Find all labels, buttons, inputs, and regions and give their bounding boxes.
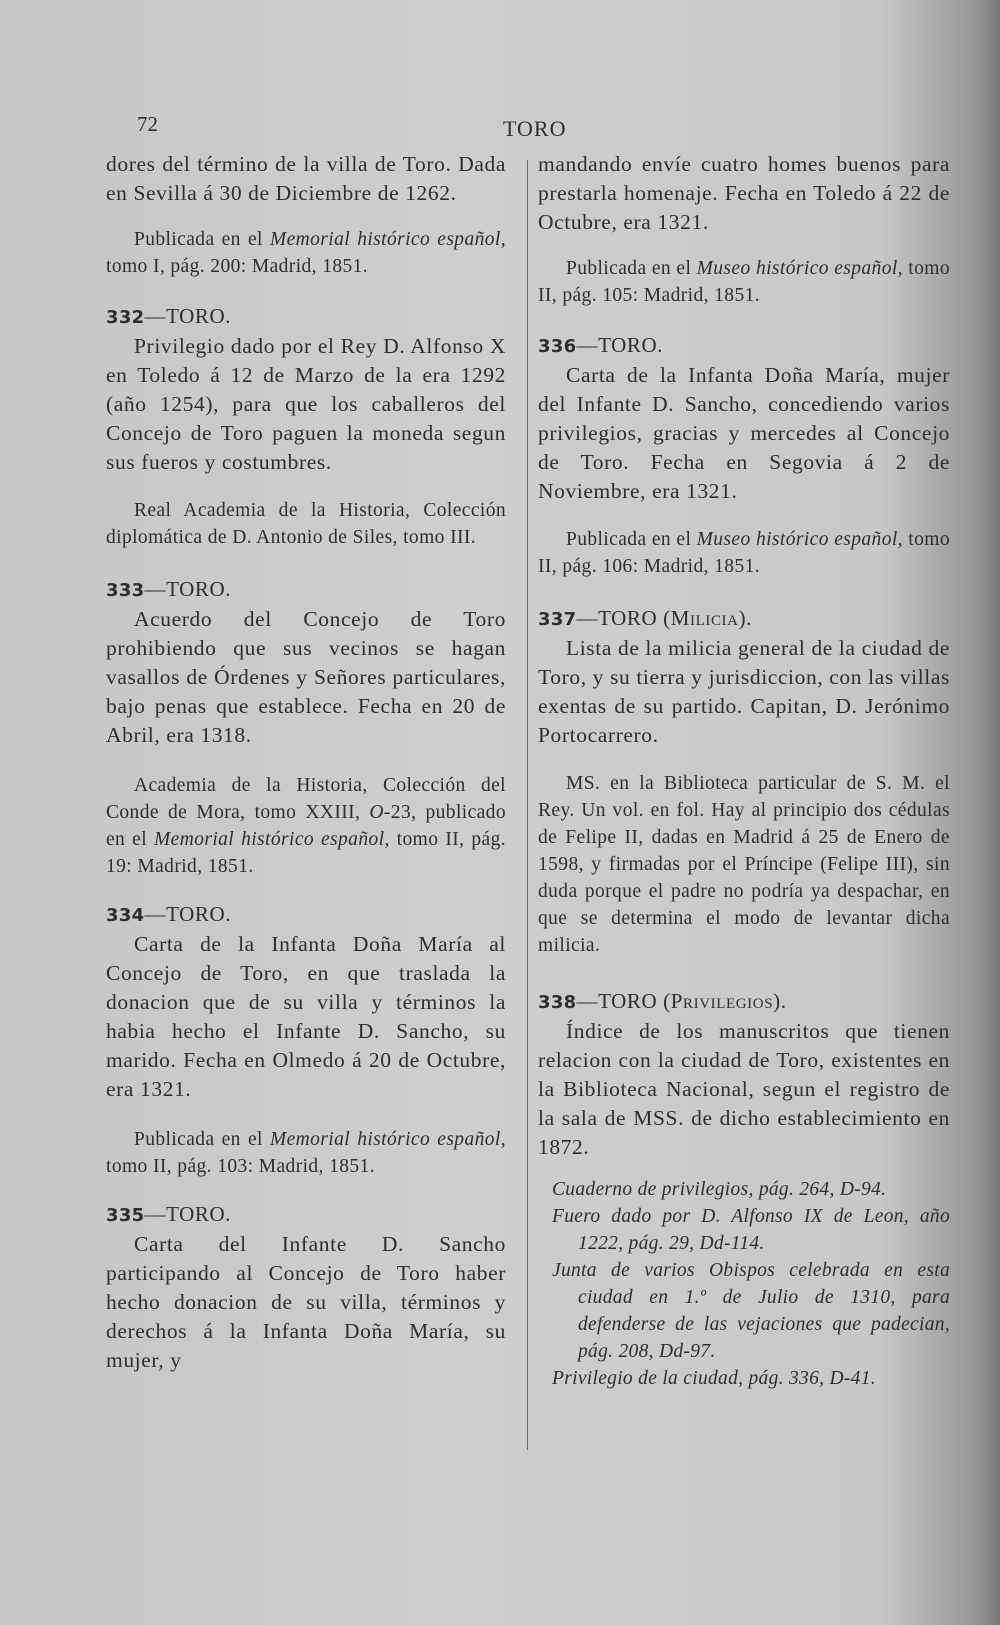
entry-335 (106, 1200, 506, 1375)
entry-number: 333 (106, 580, 145, 601)
source-note: Publicada en el Museo histórico español, tomo II, pág. 106: Madrid, 1851. (538, 529, 950, 577)
entry-heading: —TORO. (144, 1202, 232, 1226)
entry-number: 336 (538, 336, 577, 357)
entry-heading: —TORO. (576, 333, 664, 357)
entry-336 (538, 331, 950, 580)
entry-334 (106, 900, 506, 1180)
entry-number: 334 (106, 905, 145, 926)
continued-paragraph: mandando envíe cuatro homes buenos para prestarla homenaje. Fecha en Toledo á 22 de Octubre, era 1321. (538, 152, 950, 234)
entry-heading: —TORO. (144, 577, 232, 601)
entry-heading: —TORO. (144, 304, 232, 328)
source-note: Academia de la Historia, Colección del Conde de Mora, tomo XXIII, O-23, publicado en el Memorial histórico español, tomo II, pág. 19: Madrid, 1851. (106, 775, 507, 877)
manuscript-list (538, 1176, 950, 1392)
list-item: Cuaderno de privilegios, pág. 264, D-94. (552, 1179, 887, 1200)
source-note: Publicada en el Museo histórico español, tomo II, pág. 105: Madrid, 1851. (538, 258, 950, 306)
entry-number: 332 (106, 307, 145, 328)
entry-number: 338 (538, 992, 577, 1013)
entry-text: Privilegio dado por el Rey D. Alfonso X en Toledo á 12 de Marzo de la era 1292 (año 1254), para que los caballeros del Concejo de Toro paguen la moneda segun sus fueros y costumbres. (106, 334, 506, 474)
continued-paragraph: dores del término de la villa de Toro. Dada en Sevilla á 30 de Diciembre de 1262. (106, 152, 506, 205)
right-column (538, 150, 950, 1392)
entry-number: 335 (106, 1205, 145, 1226)
source-note: Publicada en el Memorial histórico español, tomo II, pág. 103: Madrid, 1851. (106, 1129, 507, 1177)
entry-heading: —TORO. (144, 902, 232, 926)
entry-text: Carta de la Infanta Doña María al Concejo de Toro, en que traslada la donacion que de su villa y términos la habia hecho el Infante D. Sancho, su marido. Fecha en Olmedo á 20 de Octubre, era 1321. (106, 932, 506, 1101)
entry-heading: —TORO (Milicia). (576, 606, 753, 630)
entry-heading: —TORO (Privilegios). (576, 989, 787, 1013)
page-number: 72 (137, 112, 158, 136)
list-item: Junta de varios Obispos celebrada en esta ciudad en 1.º de Julio de 1310, para defenderse de las vejaciones que padecian, pág. 208, Dd-97. (552, 1260, 950, 1362)
entry-337 (538, 604, 950, 959)
column-divider (527, 160, 528, 1450)
source-note: Publicada en el Memorial histórico español, tomo I, pág. 200: Madrid, 1851. (106, 229, 507, 277)
entry-text: Carta de la Infanta Doña María, mujer del Infante D. Sancho, concediendo varios privilegios, gracias y mercedes al Concejo de Toro. Fecha en Segovia á 2 de Noviembre, era 1321. (538, 363, 950, 503)
source-note: Real Academia de la Historia, Colección diplomática de D. Antonio de Siles, tomo III. (106, 500, 506, 548)
running-title: TORO (503, 116, 567, 141)
left-column (106, 150, 506, 1375)
entry-338 (538, 987, 950, 1392)
source-note: MS. en la Biblioteca particular de S. M. el Rey. Un vol. en fol. Hay al principio dos cédulas de Felipe II, dadas en Madrid á 25 de Enero de 1598, y firmadas por el Príncipe (Felipe III), sin duda porque el padre no podría ya despachar, en que se determina el modo de levantar dicha milicia. (538, 773, 950, 956)
entry-number: 337 (538, 609, 577, 630)
list-item: Fuero dado por D. Alfonso IX de Leon, año 1222, pág. 29, Dd-114. (552, 1206, 950, 1254)
entry-333 (106, 575, 506, 880)
list-item: Privilegio de la ciudad, pág. 336, D-41. (552, 1368, 876, 1389)
entry-text: Carta del Infante D. Sancho participando al Concejo de Toro haber hecho donacion de su villa, términos y derechos á la Infanta Doña María, su mujer, y (106, 1232, 506, 1372)
entry-text: Lista de la milicia general de la ciudad de Toro, y su tierra y jurisdiccion, con las villas exentas de su partido. Capitan, D. Jerónimo Portocarrero. (538, 636, 950, 747)
entry-332 (106, 302, 506, 551)
entry-text: Acuerdo del Concejo de Toro prohibiendo que sus vecinos se hagan vasallos de Órdenes y Señores particulares, bajo penas que establece. Fecha en 20 de Abril, era 1318. (106, 607, 506, 747)
entry-text: Índice de los manuscritos que tienen relacion con la ciudad de Toro, existentes en la Biblioteca Nacional, segun el registro de la sala de MSS. de dicho establecimiento en 1872. (538, 1019, 950, 1159)
